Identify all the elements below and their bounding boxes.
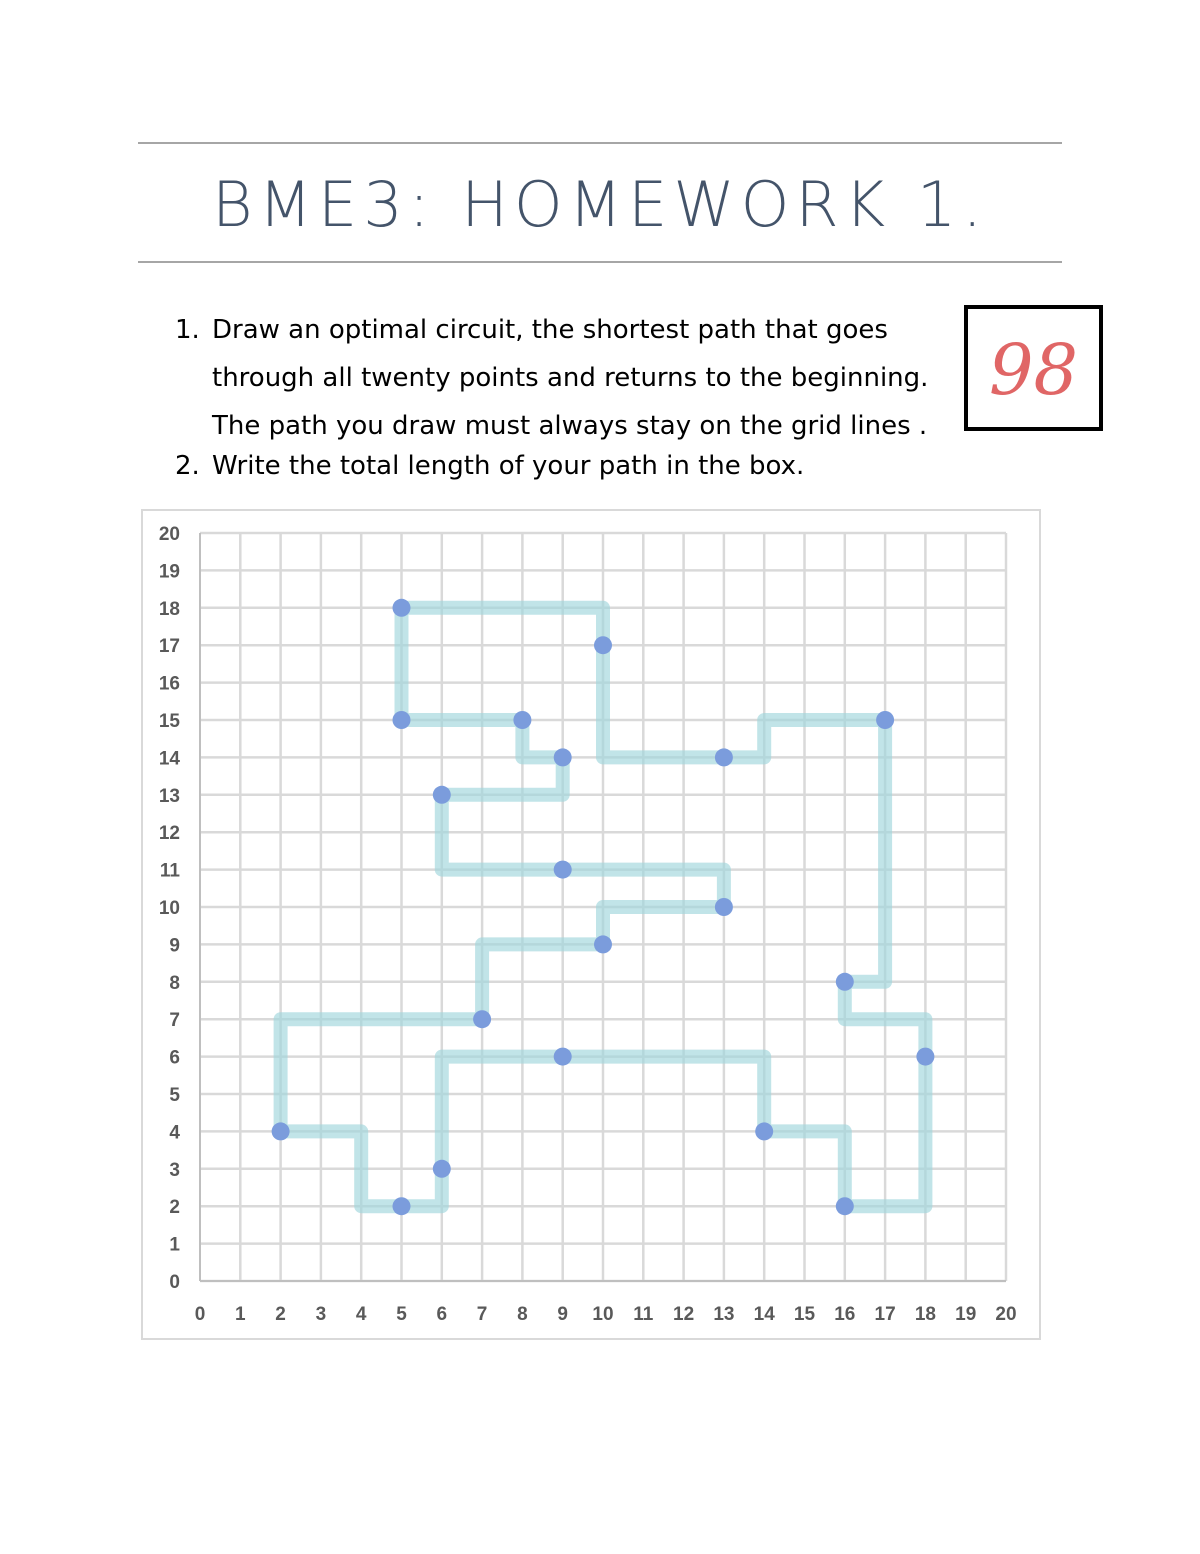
instruction-line: through all twenty points and returns to the beginning. [212, 363, 929, 393]
data-point [755, 1122, 773, 1140]
x-tick-label: 17 [874, 1304, 896, 1325]
y-tick-label: 19 [158, 561, 180, 583]
data-point [715, 898, 733, 916]
y-tick-label: 11 [159, 860, 180, 882]
x-tick-label: 20 [995, 1304, 1017, 1325]
x-tick-label: 4 [355, 1304, 367, 1325]
data-point [433, 1160, 451, 1178]
data-point [916, 1048, 934, 1066]
y-tick-label: 1 [169, 1234, 180, 1256]
x-tick-label: 16 [834, 1304, 856, 1325]
y-tick-label: 4 [169, 1122, 180, 1144]
instruction-line: Draw an optimal circuit, the shortest path that goes [212, 315, 888, 345]
x-tick-label: 11 [633, 1304, 654, 1325]
data-point [594, 935, 612, 953]
x-tick-label: 0 [194, 1304, 206, 1325]
instruction-line: The path you draw must always stay on the grid lines . [212, 411, 928, 441]
x-tick-label: 6 [436, 1304, 448, 1325]
x-tick-label: 19 [955, 1304, 977, 1325]
x-tick-label: 12 [673, 1304, 695, 1325]
data-point [836, 1197, 854, 1215]
data-point [554, 1048, 572, 1066]
data-point [393, 711, 411, 729]
y-tick-label: 12 [158, 823, 180, 845]
x-tick-label: 13 [713, 1304, 735, 1325]
page-title: BME3: HOMEWORK 1. [211, 168, 989, 241]
x-tick-label: 8 [517, 1304, 528, 1325]
data-point [513, 711, 531, 729]
y-tick-label: 8 [169, 972, 180, 994]
data-point [715, 748, 733, 766]
data-point [393, 1197, 411, 1215]
y-tick-label: 3 [169, 1159, 180, 1181]
instruction-line: Write the total length of your path in the box. [212, 451, 805, 481]
instruction-number: 1. [175, 315, 200, 345]
data-point [473, 1010, 491, 1028]
y-tick-label: 10 [158, 898, 180, 919]
y-tick-label: 20 [158, 524, 180, 545]
y-tick-label: 17 [158, 636, 180, 658]
y-tick-label: 14 [158, 748, 180, 770]
answer-value: 98 [988, 329, 1079, 411]
x-tick-label: 3 [315, 1304, 327, 1325]
instruction-number: 2. [175, 451, 200, 481]
y-tick-label: 2 [169, 1197, 180, 1219]
x-tick-label: 2 [275, 1304, 286, 1325]
x-tick-label: 9 [557, 1304, 568, 1325]
y-tick-label: 6 [169, 1047, 180, 1069]
x-tick-label: 15 [793, 1304, 816, 1325]
data-point [836, 973, 854, 991]
y-tick-label: 15 [158, 711, 180, 732]
data-point [554, 861, 572, 879]
x-tick-label: 18 [914, 1304, 936, 1325]
x-tick-label: 10 [592, 1304, 614, 1325]
y-tick-label: 16 [158, 673, 180, 695]
data-point [393, 599, 411, 617]
y-tick-label: 9 [169, 935, 180, 957]
x-tick-label: 7 [476, 1304, 488, 1325]
data-point [272, 1122, 290, 1140]
data-point [594, 636, 612, 654]
data-point [433, 786, 451, 804]
y-tick-label: 7 [169, 1010, 180, 1032]
x-tick-label: 14 [753, 1304, 775, 1325]
y-tick-label: 13 [158, 785, 180, 807]
x-tick-label: 1 [235, 1304, 246, 1325]
y-tick-label: 0 [169, 1272, 180, 1293]
data-point [876, 711, 894, 729]
y-tick-label: 18 [158, 598, 180, 620]
x-tick-label: 5 [396, 1304, 407, 1325]
data-point [554, 748, 572, 766]
y-tick-label: 5 [169, 1085, 180, 1106]
